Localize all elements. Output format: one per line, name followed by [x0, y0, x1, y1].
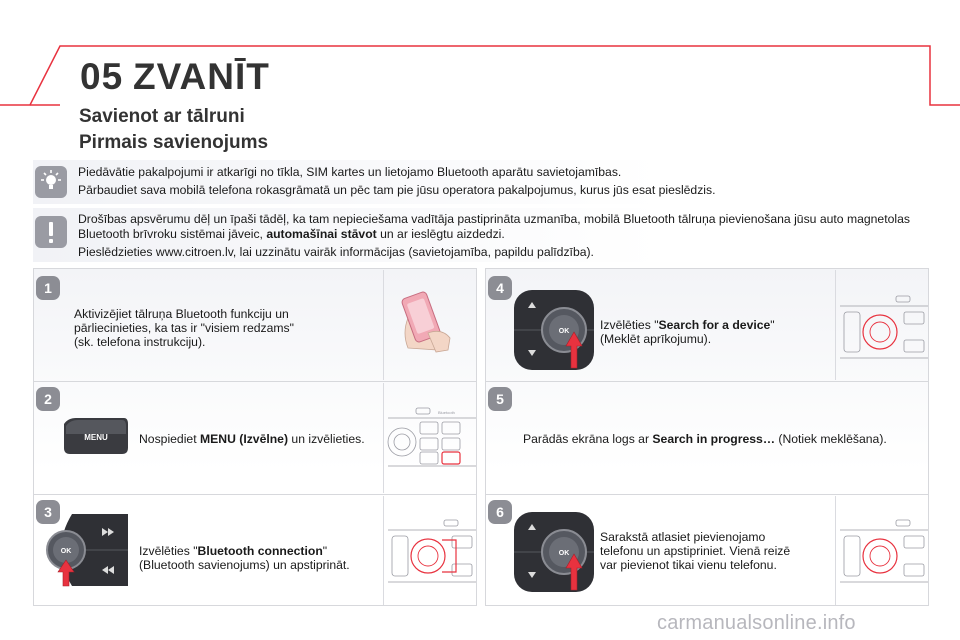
warning-note-line-1: Drošības apsvērumu dēļ un īpaši tādēļ, ka tam nepieciešama vadītāja pastiprināta uzmanība, mobilā Bluetooth tālruņa pievienošana jūsu auto magnetolas Bluetooth brīvroku sistēmai jāveic, automašīnai stāvot un ar ieslēgtu aizdedzi.: [78, 212, 910, 241]
ok-knob-illustration: [42, 510, 132, 590]
step-2-text: Nospiediet MENU (Izvēlne) un izvēlieties.: [139, 432, 365, 446]
info-lightbulb-icon: [35, 166, 67, 198]
step-badge-6: 6: [488, 500, 512, 524]
step-3-text: Izvēlēties "Bluetooth connection" (Bluetooth savienojums) un apstiprināt.: [139, 544, 350, 572]
section-title: Savienot ar tālruni: [79, 106, 245, 127]
chapter-number: 05: [80, 56, 124, 97]
warning-note: [33, 208, 929, 262]
image-divider: [835, 270, 836, 380]
ok-label: OK: [558, 550, 570, 557]
step-badge-4: 4: [488, 276, 512, 300]
info-note-line-2: Pārbaudiet sava mobilā telefona rokasgrāmatā un pēc tam pie jūsu operatora pakalpojumus, kurus jūs esat pieslēdzis.: [78, 183, 716, 197]
step-5-text: Parādās ekrāna logs ar Search in progress… (Notiek meklēšana).: [523, 432, 887, 446]
console-sketch-step-4: [838, 292, 930, 368]
panel-divider: [485, 381, 929, 382]
console-sketch-step-6: [838, 516, 930, 592]
step-4-text: Izvēlēties "Search for a device" (Meklēt aprīkojumu).: [600, 318, 775, 346]
image-divider: [383, 383, 384, 493]
warning-note-line-2: Pieslēdzieties www.citroen.lv, lai uzzinātu vairāk informācijas (savietojamība, papildu palīdzība).: [78, 245, 594, 259]
console-sketch-step-2: [386, 404, 478, 474]
console-sketch-step-3: [386, 516, 478, 592]
menu-button-label: MENU: [84, 433, 108, 442]
step-6-text: Sarakstā atlasiet pievienojamo telefonu un apstipriniet. Vienā reizē var pievienot tikai vienu telefonu.: [600, 530, 791, 572]
panel-divider: [485, 494, 929, 495]
panel-divider: [33, 494, 477, 495]
panel-divider: [33, 381, 477, 382]
watermark: carmanualsonline.info: [657, 612, 856, 634]
ok-knob-up-down-illustration: [512, 288, 602, 372]
ok-knob-up-down-illustration: [512, 510, 602, 594]
step-badge-1: 1: [36, 276, 60, 300]
step-1-text: Aktivizējiet tālruņa Bluetooth funkciju un pārliecinieties, ka tas ir "visiem redzams" (sk. telefona instrukciju).: [74, 307, 294, 349]
chapter-title: ZVANĪT: [133, 56, 270, 97]
hand-holding-phone-illustration: [398, 288, 458, 358]
warning-exclamation-icon: [35, 216, 67, 248]
info-note: [33, 160, 929, 204]
info-note-line-1: Piedāvātie pakalpojumi ir atkarīgi no tīkla, SIM kartes un lietojamo Bluetooth aparātu savietojamības.: [78, 165, 622, 179]
section-subtitle: Pirmais savienojums: [79, 132, 269, 153]
image-divider: [835, 496, 836, 605]
ok-label: OK: [558, 328, 570, 335]
menu-button-illustration: [60, 416, 130, 456]
step-badge-5: 5: [488, 387, 512, 411]
image-divider: [383, 496, 384, 605]
step-badge-2: 2: [36, 387, 60, 411]
ok-label: OK: [60, 548, 72, 555]
image-divider: [383, 270, 384, 380]
step-badge-3: 3: [36, 500, 60, 524]
bluetooth-label: Bluetooth: [438, 410, 455, 415]
